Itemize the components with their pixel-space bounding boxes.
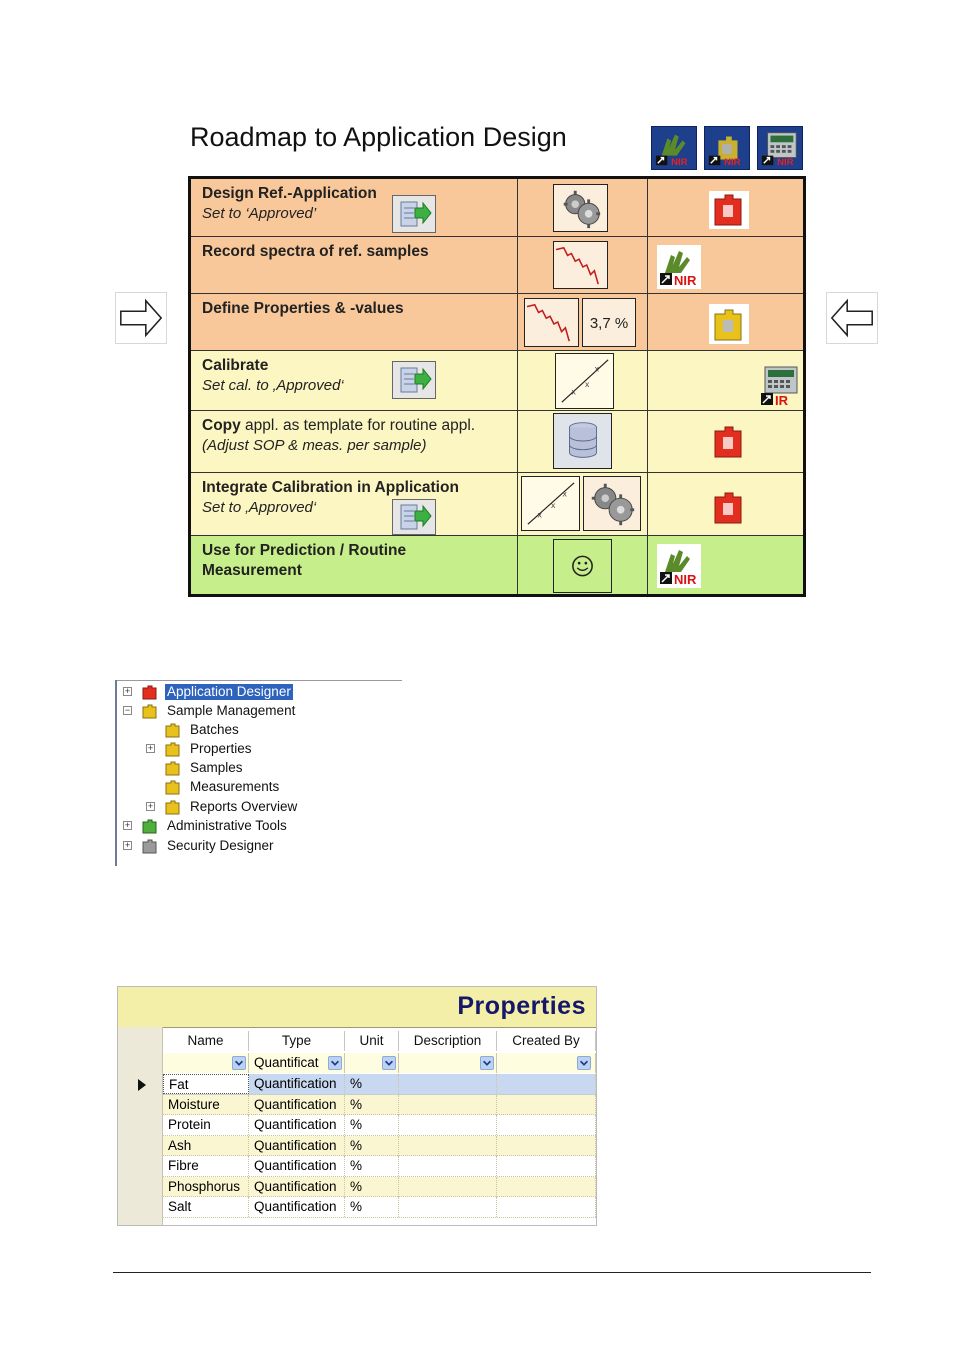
cell-name[interactable]: Moisture <box>163 1095 249 1115</box>
next-arrow-icon[interactable] <box>115 292 167 344</box>
roadmap-panel <box>178 114 808 598</box>
cell-description[interactable] <box>399 1197 497 1217</box>
chevron-down-icon[interactable] <box>328 1056 342 1070</box>
chevron-down-icon[interactable] <box>232 1056 246 1070</box>
cell-name[interactable]: Phosphorus <box>163 1177 249 1197</box>
step-title: Define Properties & -values <box>202 300 404 317</box>
tree-item-label: Properties <box>190 741 252 756</box>
tree-border <box>115 680 117 866</box>
cell-type[interactable]: Quantification <box>249 1095 345 1115</box>
cell-unit[interactable]: % <box>345 1136 399 1156</box>
table-row[interactable] <box>163 1197 596 1218</box>
roadmap-step-integrate <box>191 473 803 536</box>
cell-name[interactable]: Salt <box>163 1197 249 1217</box>
table-row[interactable] <box>163 1177 596 1198</box>
roadmap-step-copy <box>191 411 803 473</box>
svg-text:NIR: NIR <box>777 157 794 169</box>
roadmap-step-calibrate <box>191 351 803 411</box>
cell-name[interactable]: Ash <box>163 1136 249 1156</box>
step-title: Design Ref.-Application <box>202 185 377 202</box>
cell-description[interactable] <box>399 1136 497 1156</box>
spectrum-icon <box>524 298 579 347</box>
cell-unit[interactable]: % <box>345 1095 399 1115</box>
calibration-plot-icon <box>555 353 614 409</box>
yellow-puzzle-icon <box>164 778 182 796</box>
calibration-plot-icon <box>521 476 580 531</box>
current-row-indicator <box>138 1079 146 1091</box>
nir-hand-icon[interactable] <box>651 126 697 170</box>
expand-icon[interactable]: + <box>124 686 131 696</box>
calculator-nir-icon <box>759 363 801 407</box>
roadmap-title: Roadmap to Application Design <box>190 122 567 152</box>
collapse-icon[interactable]: − <box>124 705 131 715</box>
cell-name[interactable]: Fat <box>163 1074 249 1094</box>
step-subtitle: Set to ‘Approved’ <box>202 205 317 222</box>
cell-created-by[interactable] <box>497 1095 596 1115</box>
svg-text:x: x <box>537 509 542 520</box>
footer-divider <box>113 1272 871 1273</box>
table-row[interactable] <box>163 1156 596 1177</box>
table-row[interactable] <box>163 1136 596 1157</box>
chevron-down-icon[interactable] <box>577 1056 591 1070</box>
step-title: Use for Prediction / Routine <box>202 542 407 559</box>
approve-status-icon[interactable] <box>392 195 436 233</box>
approve-status-icon[interactable] <box>392 499 436 535</box>
tree-item-label: Security Designer <box>167 838 274 853</box>
tree-item-label: Reports Overview <box>190 799 298 814</box>
step-subtitle: Set cal. to ‚Approved‘ <box>202 377 344 394</box>
column-header-description[interactable]: Description <box>399 1031 497 1051</box>
cell-type[interactable]: Quantification <box>249 1136 345 1156</box>
cell-created-by[interactable] <box>497 1136 596 1156</box>
tree-item-label: Measurements <box>190 779 280 794</box>
gray-puzzle-icon <box>141 837 159 855</box>
tree-item-label: Samples <box>190 760 243 775</box>
svg-text:NIR: NIR <box>674 572 697 587</box>
properties-grid <box>117 986 597 1226</box>
column-header-name[interactable]: Name <box>163 1031 249 1051</box>
table-row[interactable] <box>163 1095 596 1116</box>
cell-unit[interactable]: % <box>345 1177 399 1197</box>
cell-created-by[interactable] <box>497 1115 596 1135</box>
column-header-created-by[interactable]: Created By <box>497 1031 596 1051</box>
svg-text:NIR: NIR <box>724 157 741 169</box>
step-title: Calibrate <box>202 357 269 374</box>
cell-type[interactable]: Quantification <box>249 1197 345 1217</box>
roadmap-step-properties <box>191 294 803 351</box>
column-header-type[interactable]: Type <box>249 1031 345 1051</box>
cell-type[interactable]: Quantification <box>249 1177 345 1197</box>
calculator-nir-icon[interactable] <box>757 126 803 170</box>
svg-text:IR: IR <box>775 393 788 407</box>
cell-description[interactable] <box>399 1074 497 1094</box>
step-title: Integrate Calibration in Application <box>202 479 459 496</box>
application-designer-puzzle-icon <box>709 489 749 527</box>
step-subtitle: (Adjust SOP & meas. per sample) <box>202 437 427 454</box>
svg-text:x: x <box>550 499 556 510</box>
cell-type[interactable]: Quantification <box>249 1156 345 1176</box>
step-title: Record spectra of ref. samples <box>202 243 429 260</box>
nir-hand-icon <box>657 245 701 289</box>
cell-name[interactable]: Protein <box>163 1115 249 1135</box>
smiley-icon <box>553 539 612 593</box>
yellow-puzzle-icon <box>164 740 182 758</box>
application-designer-puzzle-icon <box>709 423 749 461</box>
chevron-down-icon[interactable] <box>480 1056 494 1070</box>
svg-text:NIR: NIR <box>671 157 688 169</box>
gears-icon <box>583 476 641 531</box>
puzzle-app-icon[interactable] <box>704 126 750 170</box>
cell-description[interactable] <box>399 1115 497 1135</box>
expand-icon[interactable]: + <box>147 801 154 811</box>
svg-text:x: x <box>594 363 599 374</box>
tree-divider <box>115 680 402 681</box>
tree-item-label: Application Designer <box>167 684 291 699</box>
cell-created-by[interactable] <box>497 1177 596 1197</box>
cell-unit[interactable]: % <box>345 1156 399 1176</box>
nir-hand-icon <box>657 544 701 588</box>
roadmap-step-spectra <box>191 237 803 294</box>
column-header-unit[interactable]: Unit <box>345 1031 399 1051</box>
filter-type[interactable]: Quantificat <box>249 1053 345 1073</box>
step-subtitle: Set to ‚Approved‘ <box>202 499 317 516</box>
properties-banner <box>118 987 596 1028</box>
expand-icon[interactable]: + <box>124 820 131 830</box>
row-selector-column <box>118 1027 163 1225</box>
cell-created-by[interactable] <box>497 1074 596 1094</box>
svg-text:x: x <box>562 488 567 499</box>
table-row[interactable] <box>163 1115 596 1136</box>
cell-created-by[interactable] <box>497 1156 596 1176</box>
tree-item-label: Batches <box>190 722 239 737</box>
svg-text:NIR: NIR <box>674 273 697 288</box>
roadmap-step-design <box>191 179 803 237</box>
svg-text:x: x <box>584 378 590 389</box>
navigation-tree <box>115 680 402 866</box>
yellow-puzzle-icon <box>141 702 159 720</box>
cell-description[interactable] <box>399 1095 497 1115</box>
cell-unit[interactable]: % <box>345 1115 399 1135</box>
cell-created-by[interactable] <box>497 1197 596 1217</box>
cell-type[interactable]: Quantification <box>249 1074 345 1094</box>
cell-unit[interactable]: % <box>345 1197 399 1217</box>
yellow-puzzle-icon <box>164 721 182 739</box>
back-arrow-icon[interactable] <box>826 292 878 344</box>
application-designer-puzzle-icon <box>709 191 749 229</box>
gears-icon <box>553 184 608 232</box>
chevron-down-icon[interactable] <box>382 1056 396 1070</box>
cell-description[interactable] <box>399 1156 497 1176</box>
svg-text:x: x <box>571 386 576 397</box>
expand-icon[interactable]: + <box>147 743 154 753</box>
cell-description[interactable] <box>399 1177 497 1197</box>
cell-type[interactable]: Quantification <box>249 1115 345 1135</box>
spectrum-icon <box>553 241 608 289</box>
yellow-puzzle-icon <box>164 759 182 777</box>
tree-item-label: Sample Management <box>167 703 296 718</box>
properties-puzzle-icon <box>709 304 749 344</box>
expand-icon[interactable]: + <box>124 840 131 850</box>
green-puzzle-icon <box>141 817 159 835</box>
tree-item-label: Administrative Tools <box>167 818 287 833</box>
step-title: Copy appl. as template for routine appl. <box>202 417 476 434</box>
step-title-line2: Measurement <box>202 562 302 579</box>
properties-title: Properties <box>457 992 586 1020</box>
red-puzzle-icon <box>141 683 159 701</box>
roadmap-step-prediction <box>191 536 803 594</box>
yellow-puzzle-icon <box>164 798 182 816</box>
property-value-box: 3,7 % <box>582 298 636 347</box>
cell-unit[interactable]: % <box>345 1074 399 1094</box>
approve-status-icon[interactable] <box>392 361 436 399</box>
table-row[interactable] <box>163 1074 596 1095</box>
roadmap-table <box>188 176 806 597</box>
cell-name[interactable]: Fibre <box>163 1156 249 1176</box>
database-icon <box>553 413 612 469</box>
